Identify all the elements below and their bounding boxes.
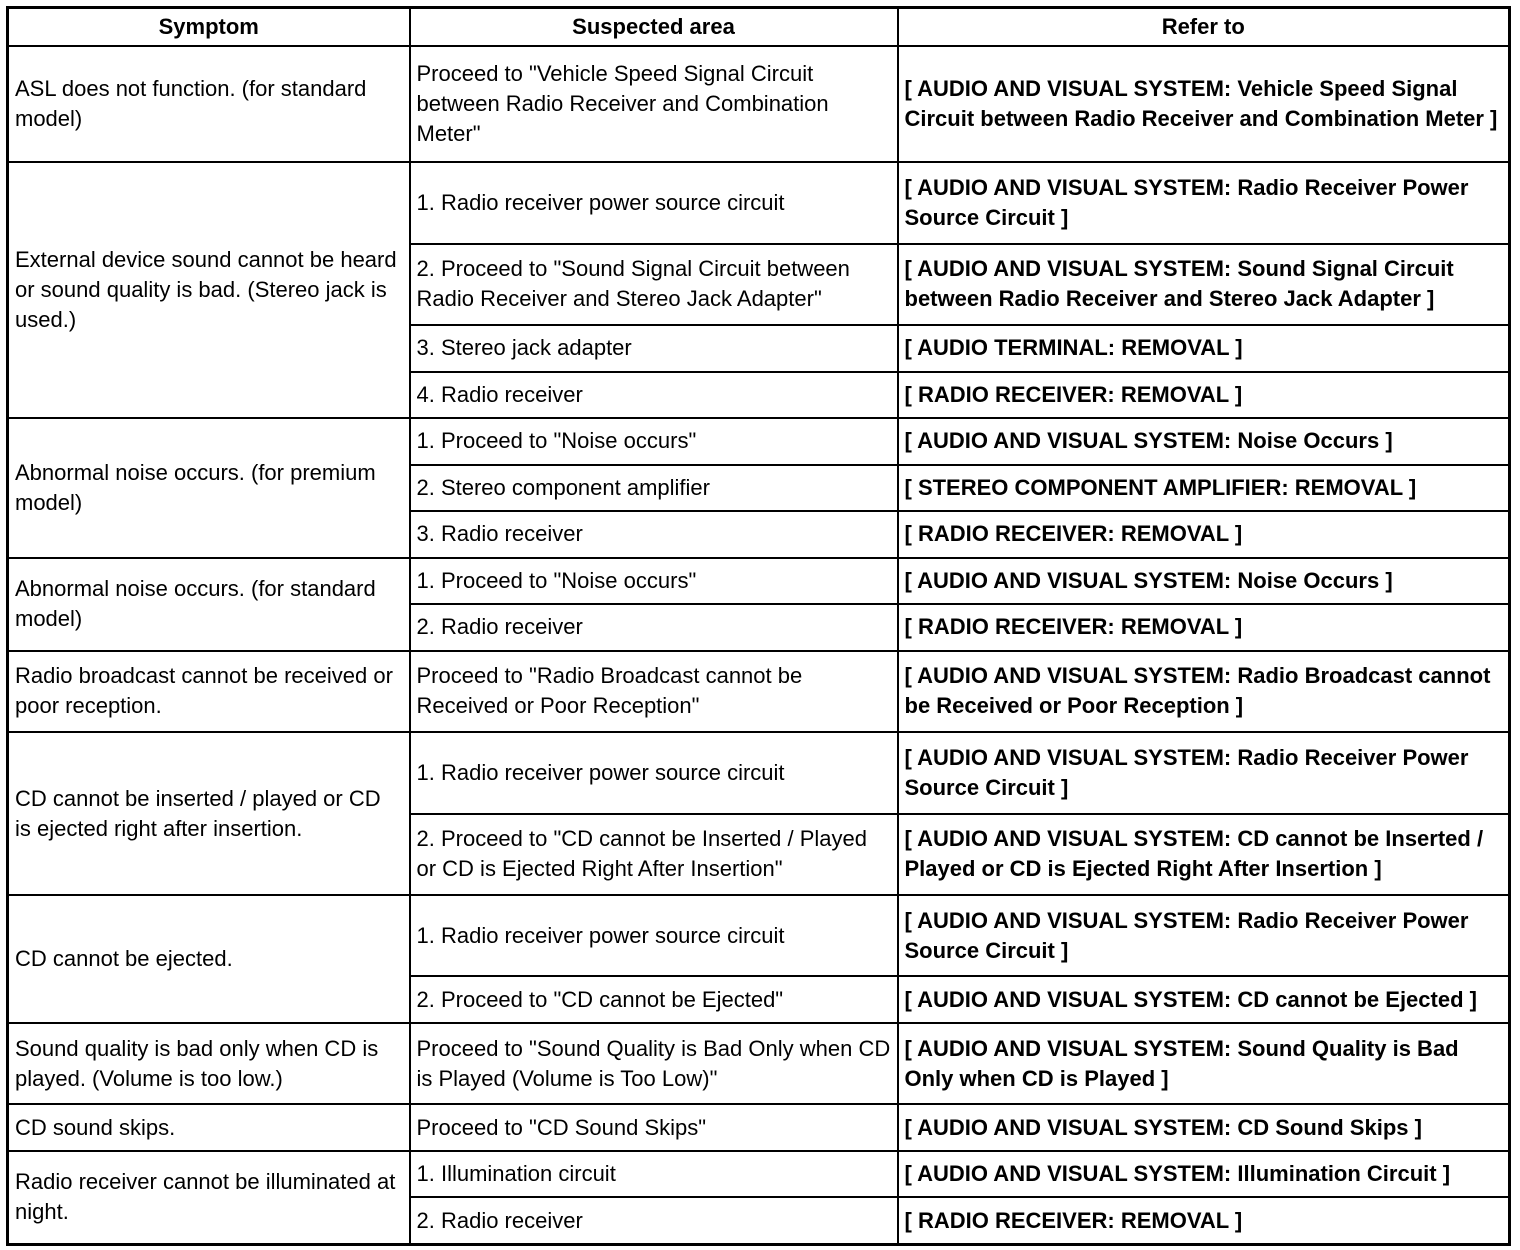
header-refer-to: Refer to [898,8,1510,47]
refer-to-cell: [ AUDIO AND VISUAL SYSTEM: CD cannot be Ejected ] [898,976,1510,1023]
suspected-area-cell: 2. Radio receiver [410,604,898,651]
suspected-area-cell: 2. Proceed to "CD cannot be Inserted / Played or CD is Ejected Right After Insertion" [410,814,898,895]
suspected-area-cell: Proceed to "CD Sound Skips" [410,1104,898,1151]
refer-to-cell: [ AUDIO AND VISUAL SYSTEM: CD Sound Skips ] [898,1104,1510,1151]
symptom-cell: Radio broadcast cannot be received or poor reception. [8,651,410,732]
table-row [8,46,1510,162]
refer-to-cell: [ AUDIO AND VISUAL SYSTEM: Sound Quality is Bad Only when CD is Played ] [898,1023,1510,1104]
refer-to-cell: [ RADIO RECEIVER: REMOVAL ] [898,1197,1510,1244]
symptom-cell: CD cannot be inserted / played or CD is ejected right after insertion. [8,732,410,895]
refer-to-cell: [ AUDIO AND VISUAL SYSTEM: Illumination Circuit ] [898,1151,1510,1198]
header-suspected-area: Suspected area [410,8,898,47]
suspected-area-cell: 1. Proceed to "Noise occurs" [410,418,898,465]
table-row [8,1151,1510,1198]
symptom-cell: CD cannot be ejected. [8,895,410,1023]
table-row [8,1104,1510,1151]
refer-to-cell: [ AUDIO TERMINAL: REMOVAL ] [898,325,1510,372]
refer-to-cell: [ AUDIO AND VISUAL SYSTEM: Radio Receiver Power Source Circuit ] [898,895,1510,976]
table-row [8,1023,1510,1104]
header-symptom: Symptom [8,8,410,47]
symptom-cell: External device sound cannot be heard or sound quality is bad. (Stereo jack is used.) [8,162,410,418]
suspected-area-cell: 4. Radio receiver [410,372,898,419]
suspected-area-cell: 3. Radio receiver [410,511,898,558]
refer-to-cell: [ AUDIO AND VISUAL SYSTEM: Radio Broadcast cannot be Received or Poor Reception ] [898,651,1510,732]
symptom-cell: CD sound skips. [8,1104,410,1151]
refer-to-cell: [ AUDIO AND VISUAL SYSTEM: Vehicle Speed Signal Circuit between Radio Receiver and Combination Meter ] [898,46,1510,162]
refer-to-cell: [ AUDIO AND VISUAL SYSTEM: Noise Occurs ] [898,418,1510,465]
table-row [8,418,1510,465]
symptom-cell: Abnormal noise occurs. (for premium model) [8,418,410,558]
suspected-area-cell: Proceed to "Sound Quality is Bad Only when CD is Played (Volume is Too Low)" [410,1023,898,1104]
table-body [8,46,1510,1245]
symptom-cell: Abnormal noise occurs. (for standard model) [8,558,410,651]
suspected-area-cell: 1. Radio receiver power source circuit [410,162,898,243]
refer-to-cell: [ AUDIO AND VISUAL SYSTEM: Noise Occurs ] [898,558,1510,605]
refer-to-cell: [ AUDIO AND VISUAL SYSTEM: Radio Receiver Power Source Circuit ] [898,732,1510,813]
suspected-area-cell: 1. Radio receiver power source circuit [410,732,898,813]
suspected-area-cell: 2. Proceed to "Sound Signal Circuit between Radio Receiver and Stereo Jack Adapter" [410,244,898,325]
refer-to-cell: [ STEREO COMPONENT AMPLIFIER: REMOVAL ] [898,465,1510,512]
refer-to-cell: [ AUDIO AND VISUAL SYSTEM: CD cannot be Inserted / Played or CD is Ejected Right After Insertion ] [898,814,1510,895]
troubleshooting-table [6,6,1511,1246]
suspected-area-cell: Proceed to "Radio Broadcast cannot be Received or Poor Reception" [410,651,898,732]
refer-to-cell: [ AUDIO AND VISUAL SYSTEM: Radio Receiver Power Source Circuit ] [898,162,1510,243]
symptom-cell: Sound quality is bad only when CD is played. (Volume is too low.) [8,1023,410,1104]
table-row [8,895,1510,976]
refer-to-cell: [ RADIO RECEIVER: REMOVAL ] [898,511,1510,558]
suspected-area-cell: 1. Proceed to "Noise occurs" [410,558,898,605]
table-row [8,558,1510,605]
suspected-area-cell: Proceed to "Vehicle Speed Signal Circuit between Radio Receiver and Combination Meter" [410,46,898,162]
table-row [8,732,1510,813]
suspected-area-cell: 3. Stereo jack adapter [410,325,898,372]
suspected-area-cell: 1. Illumination circuit [410,1151,898,1198]
refer-to-cell: [ RADIO RECEIVER: REMOVAL ] [898,604,1510,651]
suspected-area-cell: 2. Stereo component amplifier [410,465,898,512]
header-row [8,8,1510,47]
refer-to-cell: [ RADIO RECEIVER: REMOVAL ] [898,372,1510,419]
refer-to-cell: [ AUDIO AND VISUAL SYSTEM: Sound Signal Circuit between Radio Receiver and Stereo Jack Adapter ] [898,244,1510,325]
symptom-cell: Radio receiver cannot be illuminated at night. [8,1151,410,1245]
table-row [8,162,1510,243]
suspected-area-cell: 1. Radio receiver power source circuit [410,895,898,976]
symptom-cell: ASL does not function. (for standard model) [8,46,410,162]
table-row [8,651,1510,732]
suspected-area-cell: 2. Proceed to "CD cannot be Ejected" [410,976,898,1023]
suspected-area-cell: 2. Radio receiver [410,1197,898,1244]
